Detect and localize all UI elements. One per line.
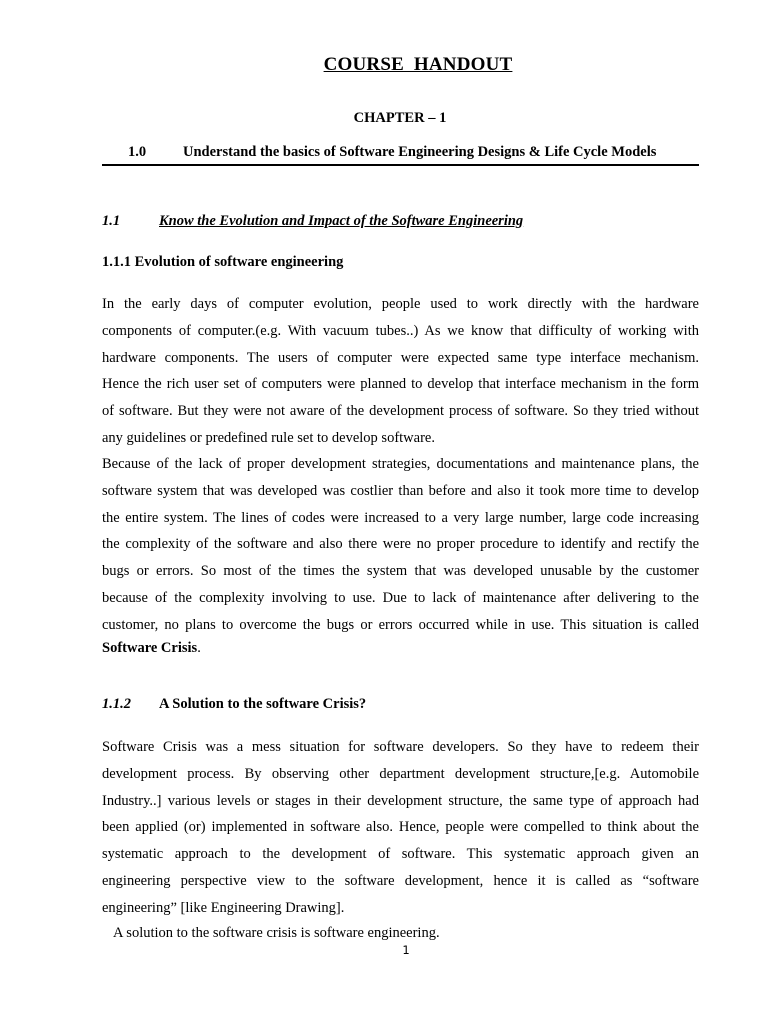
text-line: because of the complexity involving to use. Due to lack of maintenance after delivering to the xyxy=(102,589,699,606)
text-line: customer, no plans to overcome the bugs or errors occurred while in use. This situation is called xyxy=(102,616,699,633)
section-title: Understand the basics of Software Engineering Designs & Life Cycle Models xyxy=(183,144,657,160)
text-line: the complexity of the software and also there were no proper procedure to identify and rectify the xyxy=(102,536,699,553)
evolution-paragraph xyxy=(102,291,699,452)
section-1-1-heading xyxy=(102,213,524,230)
section-1-1-1-heading: 1.1.1 Evolution of software engineering xyxy=(102,254,344,270)
text-line: hardware components. The users of computer were expected same type interface mechanism. xyxy=(102,349,699,366)
chapter-heading: CHAPTER – 1 xyxy=(353,110,447,126)
text-line: components of computer.(e.g. With vacuum tubes..) As we know that difficulty of working with xyxy=(102,322,699,339)
text-line: Software Crisis was a mess situation for software developers. So they have to redeem their xyxy=(102,739,699,755)
text-line: software system that was developed was costlier than before and also it took more time to develop xyxy=(102,482,699,499)
text-line: been applied (or) implemented in software also. Hence, people were compelled to think about the xyxy=(102,819,699,836)
text-line: In the early days of computer evolution, people used to work directly with the hardware xyxy=(102,296,699,312)
section-1-0-heading xyxy=(102,143,699,166)
software-crisis-term-line xyxy=(102,640,201,657)
text-line: any guidelines or predefined rule set to develop software. xyxy=(102,429,435,446)
text-line: Because of the lack of proper development strategies, documentations and maintenance plans, the xyxy=(102,456,699,472)
crisis-paragraph xyxy=(102,451,699,639)
solution-statement: A solution to the software crisis is software engineering. xyxy=(113,925,440,941)
text-line: bugs or errors. So most of the times the system that was developed unusable by the customer xyxy=(102,563,699,580)
section-number: 1.1.2 xyxy=(102,696,131,712)
text-line: Hence the rich user set of computers were planned to develop that interface mechanism in the form xyxy=(102,376,699,393)
course-handout-title: COURSE HANDOUT xyxy=(323,54,513,75)
page-number: 1 xyxy=(402,943,410,957)
section-1-1-2-heading xyxy=(102,696,367,713)
software-crisis-term: Software Crisis xyxy=(102,640,198,656)
text-line: development process. By observing other department development structure,[e.g. Automobile xyxy=(102,765,699,782)
text-line: engineering” [like Engineering Drawing]. xyxy=(102,899,345,916)
text-line: the entire system. The lines of codes were increased to a very large number, large code increasing xyxy=(102,509,699,526)
text-line: engineering perspective view to the software development, hence it is called as “software xyxy=(102,872,699,889)
period: . xyxy=(197,640,201,656)
text-line: Industry..] various levels or stages in their development structure, the same type of approach had xyxy=(102,792,699,809)
section-title: A Solution to the software Crisis? xyxy=(159,696,367,712)
text-line: of software. But they were not aware of the development process of software. So they tried without xyxy=(102,403,699,420)
section-number: 1.0 xyxy=(128,144,147,160)
section-title: Know the Evolution and Impact of the Software Engineering xyxy=(159,213,524,229)
section-number: 1.1 xyxy=(102,213,121,229)
solution-paragraph xyxy=(102,734,699,922)
text-line: systematic approach to the development of software. This systematic approach given an xyxy=(102,846,699,863)
